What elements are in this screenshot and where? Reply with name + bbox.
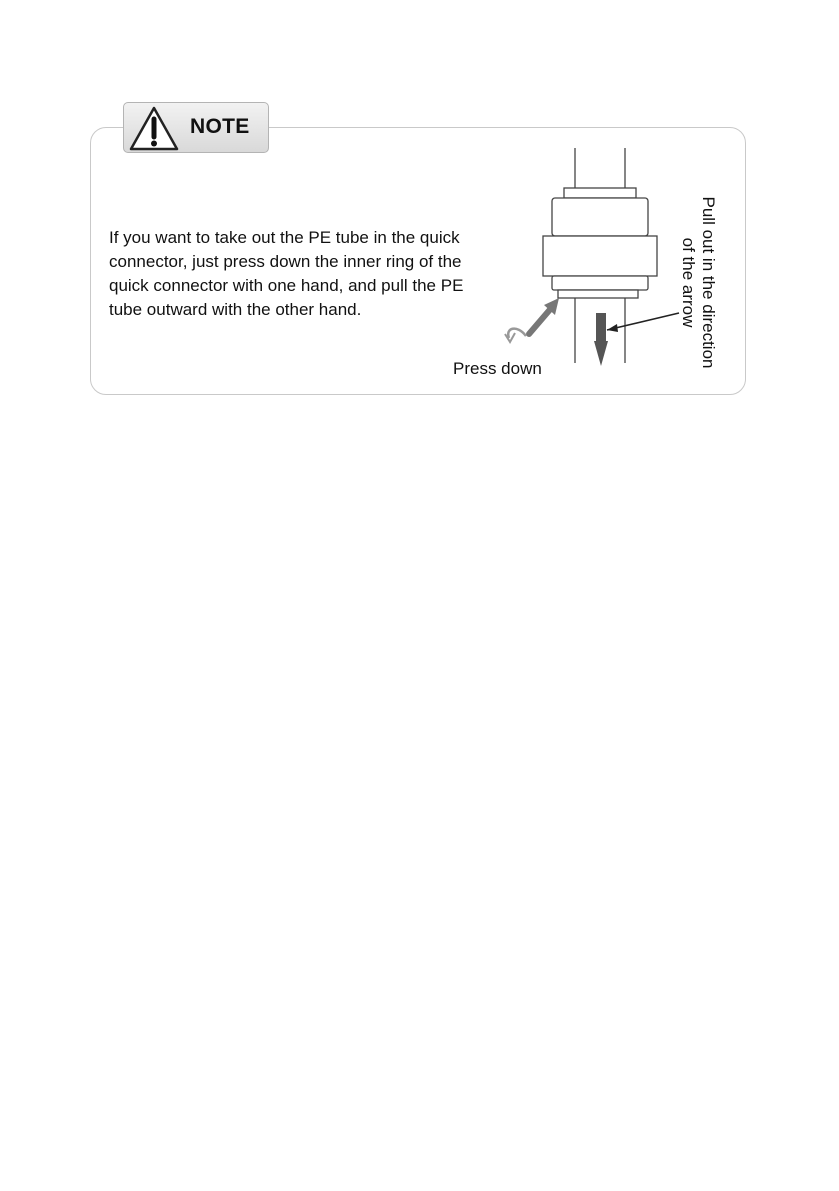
warning-triangle-icon bbox=[128, 105, 180, 152]
note-header bbox=[123, 102, 269, 153]
quick-connector-diagram bbox=[495, 148, 685, 388]
note-body-text: If you want to take out the PE tube in the quick connector, just press down the inner ring of the quick connector with one hand, and pull the PE tube outward with the other hand. bbox=[109, 228, 464, 319]
press-down-label: Press down bbox=[453, 359, 542, 378]
pull-out-label bbox=[678, 185, 718, 380]
pull-out-label-line1: Pull out in the direction bbox=[699, 196, 718, 369]
note-title: NOTE bbox=[190, 115, 250, 138]
pull-out-label-line2: of the arrow bbox=[679, 237, 698, 328]
